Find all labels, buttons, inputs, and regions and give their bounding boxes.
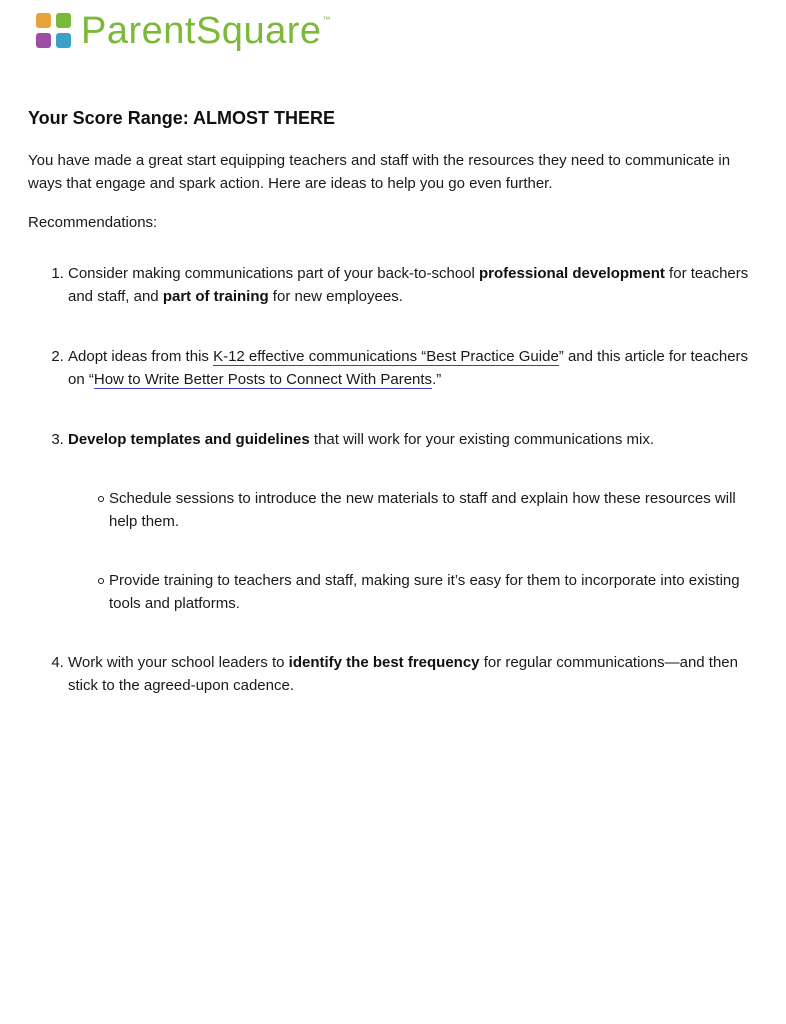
rec4-bold-best-frequency: identify the best frequency xyxy=(288,653,480,671)
rec1-text-1: Consider making communications part of your back-to-school xyxy=(68,264,480,282)
recommendation-item-3 xyxy=(68,428,758,615)
best-practice-guide-link[interactable]: K-12 effective communications “Best Practice Guide xyxy=(213,347,559,365)
recommendation-item-1 xyxy=(68,262,758,308)
logo-square-green xyxy=(56,13,71,28)
recommendation-item-4 xyxy=(68,651,758,697)
logo-square-orange xyxy=(36,13,51,28)
trademark-symbol: ™ xyxy=(322,15,331,24)
parentsquare-logo xyxy=(36,12,331,50)
sub-item-schedule-sessions: Schedule sessions to introduce the new materials to staff and explain how these resources will help them. xyxy=(109,487,758,533)
score-range-heading: Your Score Range: ALMOST THERE xyxy=(28,108,336,128)
rec2-text-2: ” and this article for teachers on “ xyxy=(68,347,749,388)
rec1-bold-professional-development: professional development xyxy=(479,264,665,282)
better-posts-article-link[interactable]: How to Write Better Posts to Connect With Parents xyxy=(93,370,433,388)
document-body xyxy=(28,108,758,734)
rec4-text-1: Work with your school leaders to xyxy=(68,653,289,671)
rec3-bold-develop-templates: Develop templates and guidelines xyxy=(68,430,310,448)
logo-square-purple xyxy=(36,33,51,48)
brand-name: ParentSquare xyxy=(81,10,322,52)
logo-square-blue xyxy=(56,33,71,48)
rec2-text-1: Adopt ideas from this xyxy=(68,347,214,365)
rec3-text-1: that will work for your existing communications mix. xyxy=(309,430,655,448)
intro-paragraph: You have made a great start equipping teachers and staff with the resources they need to communicate in ways that engage and spark action. Here are ideas to help you go even further. xyxy=(28,151,731,192)
recommendation-sublist xyxy=(68,487,758,615)
rec1-bold-part-of-training: part of training xyxy=(162,287,269,305)
logo-wordmark xyxy=(81,12,331,50)
recommendations-list xyxy=(28,262,758,697)
logo-squares-icon xyxy=(36,13,72,49)
rec1-text-3: for new employees. xyxy=(268,287,403,305)
recommendations-label: Recommendations: xyxy=(28,213,158,231)
rec4-text-2: for regular communications—and then stick to the agreed-upon cadence. xyxy=(68,653,738,694)
rec2-text-3: .” xyxy=(432,370,442,388)
recommendation-item-2 xyxy=(68,345,758,391)
rec1-text-2: for teachers and staff, and xyxy=(68,264,749,305)
sub-item-provide-training: Provide training to teachers and staff, making sure it’s easy for them to incorporate into existing tools and platforms. xyxy=(109,569,758,615)
